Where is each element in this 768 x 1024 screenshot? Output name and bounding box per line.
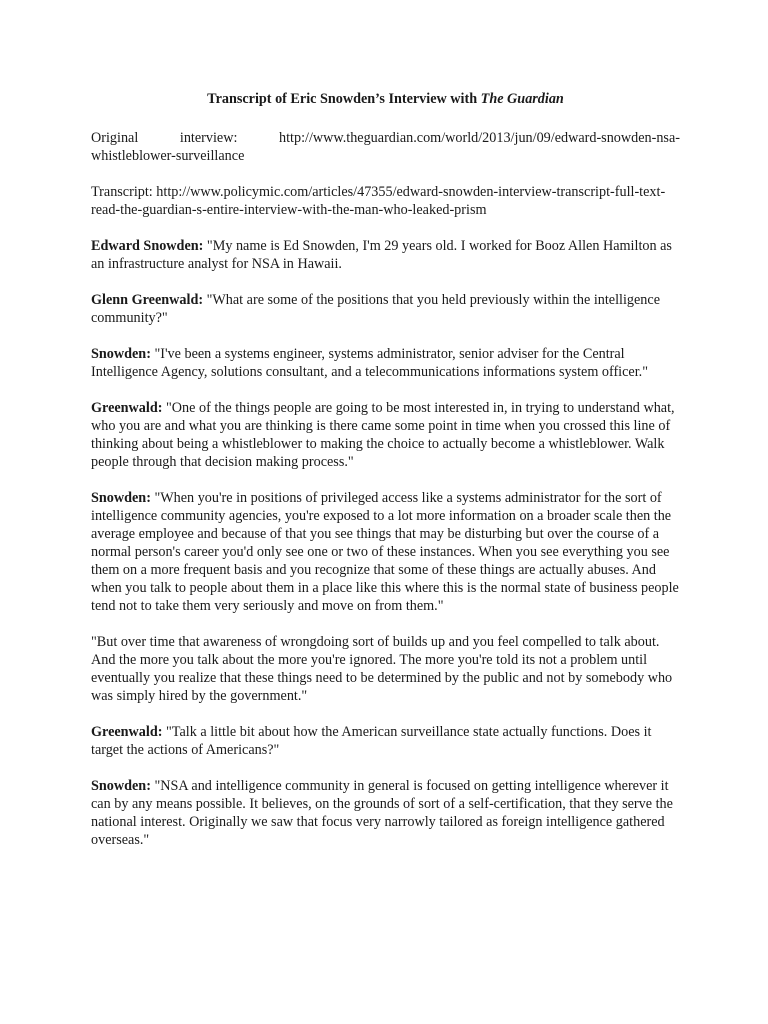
speaker-label: Snowden: xyxy=(91,490,151,506)
exchange-greenwald-surveillance xyxy=(91,723,680,759)
exchange-text: "What are some of the positions that you held previously within the intelligence community?" xyxy=(91,292,660,326)
exchange-text: "I've been a systems engineer, systems administrator, senior adviser for the Central Intelligence Agency, solutions consultant, and a telecommunications informations system officer." xyxy=(91,346,649,380)
exchange-text: "My name is Ed Snowden, I'm 29 years old. I worked for Booz Allen Hamilton as an infrastructure analyst for NSA in Hawaii. xyxy=(91,238,672,272)
exchange-text: "But over time that awareness of wrongdoing sort of builds up and you feel compelled to talk about. And the more you talk about the more you're ignored. The more you're told its not a problem until eventually you realize that these things need to be determined by the public and not by somebody who was simply hired by the government." xyxy=(91,634,673,704)
original-url-part2: whistleblower-surveillance xyxy=(91,148,245,164)
exchange-text: "When you're in positions of privileged access like a systems administrator for the sort of intelligence community agencies, you're exposed to a lot more information on a broader scale then the average employee and because of that you see things that may be disturbing but over the course of a normal person's career you'd only see one or two of these instances. When you see everything you see them on a more frequent basis and you recognize that some of these things are actually abuses. And when you talk to people about them in a place like this where this is the normal state of business people tend not to take them very seriously and move on from them." xyxy=(91,490,679,614)
exchange-snowden-intro xyxy=(91,237,680,273)
exchange-text: "NSA and intelligence community in general is focused on getting intelligence wherever it can by any means possible. It believes, on the grounds of sort of a self-certification, that they serve the national interest. Originally we saw that focus very narrowly tailored as foreign intelligence gathered overseas." xyxy=(91,778,673,848)
title-publication: The Guardian xyxy=(480,91,564,107)
speaker-label: Edward Snowden: xyxy=(91,238,204,254)
transcript-source-paragraph: Transcript: http://www.policymic.com/articles/47355/edward-snowden-interview-transcript-full-text-read-the-guardian-s-entire-interview-with-the-man-who-leaked-prism xyxy=(91,184,666,218)
document-title xyxy=(91,90,680,108)
exchange-snowden-access xyxy=(91,489,680,615)
exchange-text: "Talk a little bit about how the American surveillance state actually functions. Does it target the actions of Americans?" xyxy=(91,724,652,758)
speaker-label: Glenn Greenwald: xyxy=(91,292,204,308)
exchange-greenwald-positions xyxy=(91,291,680,327)
speaker-label: Snowden: xyxy=(91,346,151,362)
exchange-snowden-positions xyxy=(91,345,680,381)
speaker-label: Greenwald: xyxy=(91,400,163,416)
exchange-snowden-nsa xyxy=(91,777,680,849)
original-interview-line xyxy=(91,129,680,147)
speaker-label: Greenwald: xyxy=(91,724,163,740)
original-label-word2: interview: xyxy=(179,130,238,146)
exchange-greenwald-whistleblower xyxy=(91,399,680,471)
title-text: Transcript of Eric Snowden’s Interview with xyxy=(207,91,481,107)
exchange-text: "One of the things people are going to be most interested in, in trying to understand what, who you are and what you are thinking is there came some point in time when you crossed this line of thinking about being a whistleblower to making the choice to actually become a whistleblower. Walk people through that decision making process." xyxy=(91,400,675,470)
original-interview-paragraph xyxy=(91,129,680,165)
original-url-part1: http://www.theguardian.com/world/2013/jun/09/edward-snowden-nsa- xyxy=(279,130,680,146)
exchange-snowden-continued xyxy=(91,633,680,705)
original-label-word1: Original xyxy=(91,130,139,146)
speaker-label: Snowden: xyxy=(91,778,151,794)
